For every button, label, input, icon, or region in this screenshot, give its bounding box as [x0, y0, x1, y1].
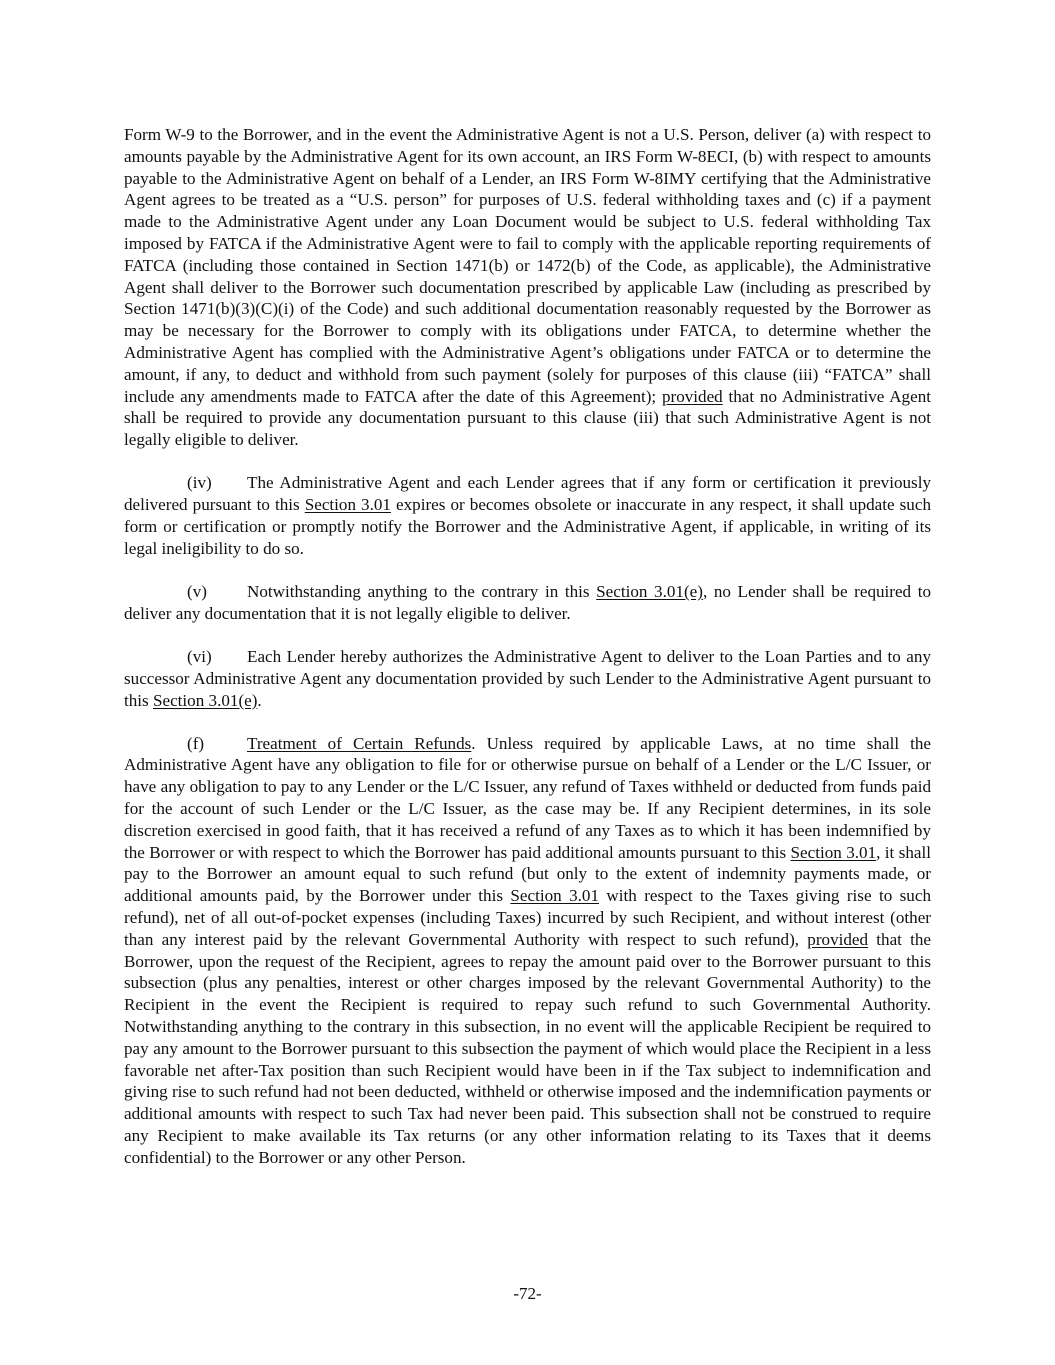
- text-run: with respect to the Taxes giving rise to such refund), net of all out-of-pocket expenses (including Taxes) incurred by such Recipient, and without interest (other than any interest paid by the relevant Governmental Authority with respect to such refund),: [124, 886, 931, 949]
- clause-label: (iv): [187, 473, 212, 493]
- defined-term-provided: provided: [661, 386, 723, 406]
- paragraph-iv: [124, 472, 931, 559]
- clause-label: (vi): [187, 646, 212, 666]
- text-run: .: [257, 690, 262, 710]
- document-page: [124, 124, 931, 1190]
- text-run: . Unless required by applicable Laws, at no time shall the Administrative Agent have any obligation to file for or otherwise pursue on behalf of a Lender or the L/C Issuer, or have any obligation to pay to any Lender or the L/C Issuer, any refund of Taxes withheld or deducted from funds paid for the account of such Lender or the L/C Issuer, as the case may be. If any Recipient determines, in its sole discretion exercised in good faith, that it has received a refund of any Taxes as to which it has been indemnified by the Borrower or with respect to which the Borrower has paid additional amounts pursuant to this: [124, 733, 931, 862]
- text-run: , no Lender shall be required to deliver any documentation that it is not legally eligible to deliver.: [124, 581, 932, 623]
- page-number: -72-: [513, 1284, 542, 1303]
- section-reference: Section 3.01: [510, 886, 599, 906]
- clause-label: (f): [187, 733, 205, 753]
- paragraph-f: [124, 733, 931, 1169]
- paragraph-continued: [124, 124, 931, 451]
- text-run: Form W-9 to the Borrower, and in the event the Administrative Agent is not a U.S. Person, deliver (a) with respect to amounts payable by the Administrative Agent for its own account, an IRS Form W-8ECI, (b) with respect to amounts payable to the Administrative Agent on behalf of a Lender, an IRS Form W-8IMY certifying that the Administrative Agent agrees to be treated as a “U.S. person” for purposes of U.S. federal withholding taxes and (c) if a payment made to the Administrative Agent under any Loan Document would be subject to U.S. federal withholding Tax imposed by FATCA if the Administrative Agent were to fail to comply with the applicable reporting requirements of FATCA (including those contained in Section 1471(b) or 1472(b) of the Code, as applicable), the Administrative Agent shall deliver to the Borrower such documentation prescribed by applicable Law (including as prescribed by Section 1471(b)(3)(C)(i) of the Code) and such additional documentation reasonably requested by the Borrower as may be necessary for the Borrower to comply with its obligations under FATCA, to determine whether the Administrative Agent has complied with the Administrative Agent’s obligations under FATCA or to determine the amount, if any, to deduct and withhold from such payment (solely for purposes of this clause (iii) “FATCA” shall include any amendments made to FATCA after the date of this Agreement);: [124, 125, 931, 406]
- section-reference: Section 3.01: [790, 842, 877, 862]
- text-run: Notwithstanding anything to the contrary in this: [247, 581, 597, 601]
- clause-label: (v): [187, 581, 207, 601]
- text-run: that no Administrative Agent shall be required to provide any documentation pursuant to this clause (iii) that such Administrative Agent is not legally eligible to deliver.: [124, 386, 931, 450]
- text-run: The Administrative Agent and each Lender agrees that if any form or certification it previously delivered pursuant to this: [124, 473, 931, 515]
- defined-term-provided: provided: [807, 929, 869, 949]
- text-run: expires or becomes obsolete or inaccurate in any respect, it shall update such form or certification or promptly notify the Borrower and the Administrative Agent, if applicable, in writing of its legal ineligibility to do so.: [124, 495, 931, 558]
- text-run: that the Borrower, upon the request of the Recipient, agrees to repay the amount paid over to the Borrower pursuant to this subsection (plus any penalties, interest or other charges imposed by the relevant Governmental Authority) to the Recipient in the event the Recipient is required to repay such refund to such Governmental Authority. Notwithstanding anything to the contrary in this subsection, in no event will the applicable Recipient be required to pay any amount to the Borrower pursuant to this subsection the payment of which would place the Recipient in a less favorable net after-Tax position than such Recipient would have been in if the Tax subject to indemnification and giving rise to such refund had not been deducted, withheld or otherwise imposed and the indemnification payments or additional amounts with respect to such Tax had never been paid. This subsection shall not be construed to require any Recipient to make available its Tax returns (or any other information relating to its Taxes that it deems confidential) to the Borrower or any other Person.: [124, 929, 932, 1167]
- text-run: , it shall pay to the Borrower an amount equal to such refund (but only to the extent of indemnity payments made, or additional amounts paid, by the Borrower under this: [124, 842, 931, 906]
- section-reference: Section 3.01: [304, 495, 391, 515]
- paragraph-vi: [124, 646, 931, 711]
- text-run: Each Lender hereby authorizes the Administrative Agent to deliver to the Loan Parties and to any successor Administrative Agent any documentation provided by such Lender to the Administrative Agent pursuant to this: [124, 646, 931, 710]
- paragraph-v: [124, 581, 931, 625]
- section-reference: Section 3.01(e): [596, 581, 703, 601]
- section-heading: Treatment of Certain Refunds: [247, 733, 472, 753]
- section-reference: Section 3.01(e): [152, 690, 258, 710]
